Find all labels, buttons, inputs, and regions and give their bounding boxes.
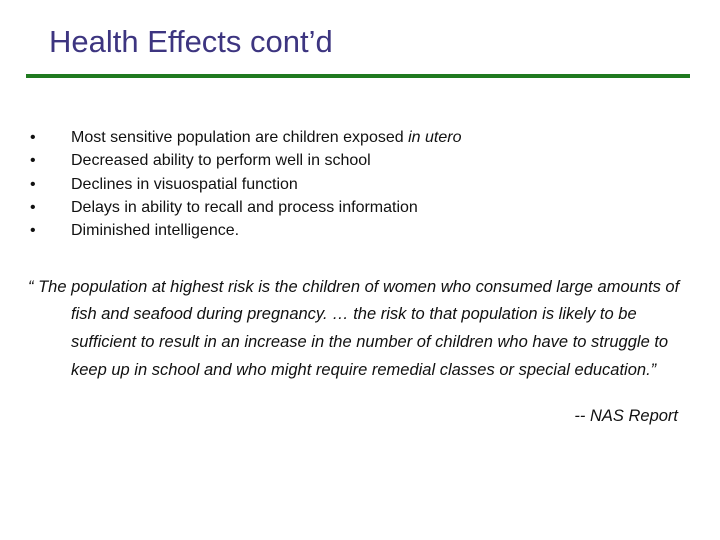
bullet-dot: • (30, 198, 36, 216)
bullet-item (30, 219, 461, 242)
bullet-dot: • (30, 175, 36, 193)
bullet-dot: • (30, 152, 36, 170)
bullet-item (30, 149, 461, 172)
quote-text: “ The population at highest risk is the children of women who consumed large amounts of fish and seafood during pregnancy. … the risk to that population is likely to be sufficient to result in an increase in the number of children who have to struggle to keep up in school and who might require remedial classes or special education.” (28, 277, 680, 379)
bullet-item (30, 196, 461, 219)
bullet-item (30, 173, 461, 196)
bullet-dot: • (30, 222, 36, 240)
slide-title: Health Effects cont’d (49, 24, 333, 59)
bullet-text: Delays in ability to recall and process information (71, 198, 418, 216)
bullet-dot: • (30, 129, 36, 146)
bullet-item (30, 126, 461, 149)
bullet-text: Decreased ability to perform well in school (71, 152, 371, 170)
title-divider (26, 74, 690, 78)
bullet-text: Most sensitive population are children exposed (71, 129, 409, 146)
bullet-emphasis: in utero (408, 129, 462, 146)
bullet-list (30, 126, 461, 242)
bullet-text: Declines in visuospatial function (71, 175, 298, 193)
quote-attribution: -- NAS Report (574, 407, 678, 425)
bullet-text: Diminished intelligence. (71, 222, 240, 240)
